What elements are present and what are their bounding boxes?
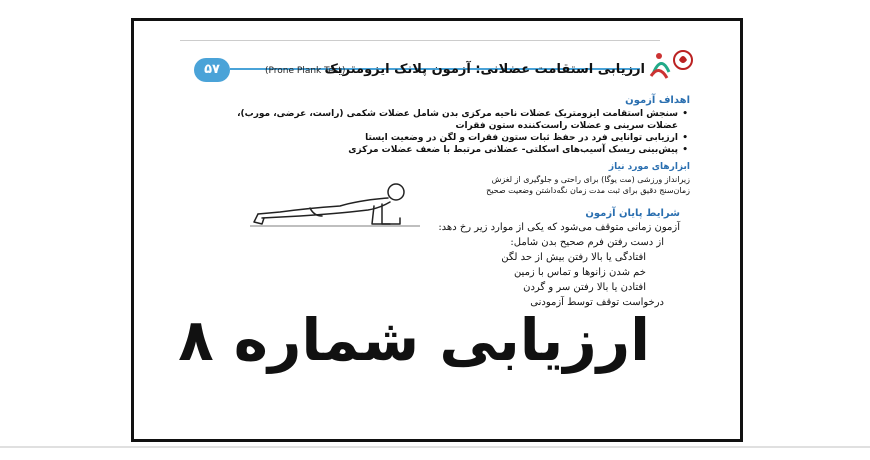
head-shape [388, 184, 404, 200]
forearm-shape [382, 204, 400, 224]
foot-shape [254, 214, 264, 224]
header-subtitle: (Prone Plank Test) [265, 66, 346, 76]
belly-line [262, 202, 390, 218]
header-title: ارزیابی استقامت عضلانی: آزمون پلانک ایزومتریک [324, 62, 645, 77]
end-condition-subitem: افتادن یا بالا رفتن سر و گردن [523, 282, 646, 293]
goal-item: • پیش‌بینی ریسک آسیب‌های اسکلتی- عضلانی مرتبط با ضعف عضلات مرکزی [210, 144, 678, 156]
organization-logo [645, 44, 695, 84]
tool-item: زیرانداز ورزشی (مت یوگا) برای راحتی و جلوگیری از لغزش [491, 175, 690, 184]
goal-item: • ارزیابی توانایی فرد در حفظ ثبات ستون فقرات و لگن در وضعیت ایستا [210, 132, 678, 144]
end-condition-item: از دست رفتن فرم صحیح بدن شامل: [510, 237, 664, 248]
top-divider [180, 40, 660, 41]
end-conditions-intro: آزمون زمانی متوقف می‌شود که یکی از موارد زیر رخ دهد: [438, 222, 680, 233]
end-condition-subitem: افتادگی یا بالا رفتن بیش از حد لگن [501, 252, 646, 263]
bottom-divider [0, 446, 870, 448]
tools-heading: ابزارهای مورد نیاز [608, 162, 690, 172]
end-condition-item: درخواست توقف توسط آزمودنی [530, 297, 664, 308]
goal-item: • سنجش استقامت ایزومتریک عضلات ناحیه مرکزی بدن شامل عضلات شکمی (راست، عرضی، مورب)، عضلات سرینی و عضلات راست‌کننده ستون فقرات [210, 108, 678, 132]
emblem-icon [645, 44, 695, 84]
end-conditions-list [380, 222, 680, 312]
end-condition-subitem: خم شدن زانوها و تماس با زمین [513, 267, 646, 278]
end-conditions-heading: شرایط پایان آزمون [585, 208, 680, 219]
goals-list [210, 108, 690, 156]
page-number-badge: ۵۷ [194, 58, 230, 82]
back-line [258, 198, 388, 214]
tool-item: زمان‌سنج دقیق برای ثبت مدت زمان نگه‌داشتن وضعیت صحیح [486, 186, 690, 195]
assessment-number-overlay: ارزیابی شماره ۸ [178, 306, 650, 374]
goals-heading: اهداف آزمون [625, 95, 690, 106]
